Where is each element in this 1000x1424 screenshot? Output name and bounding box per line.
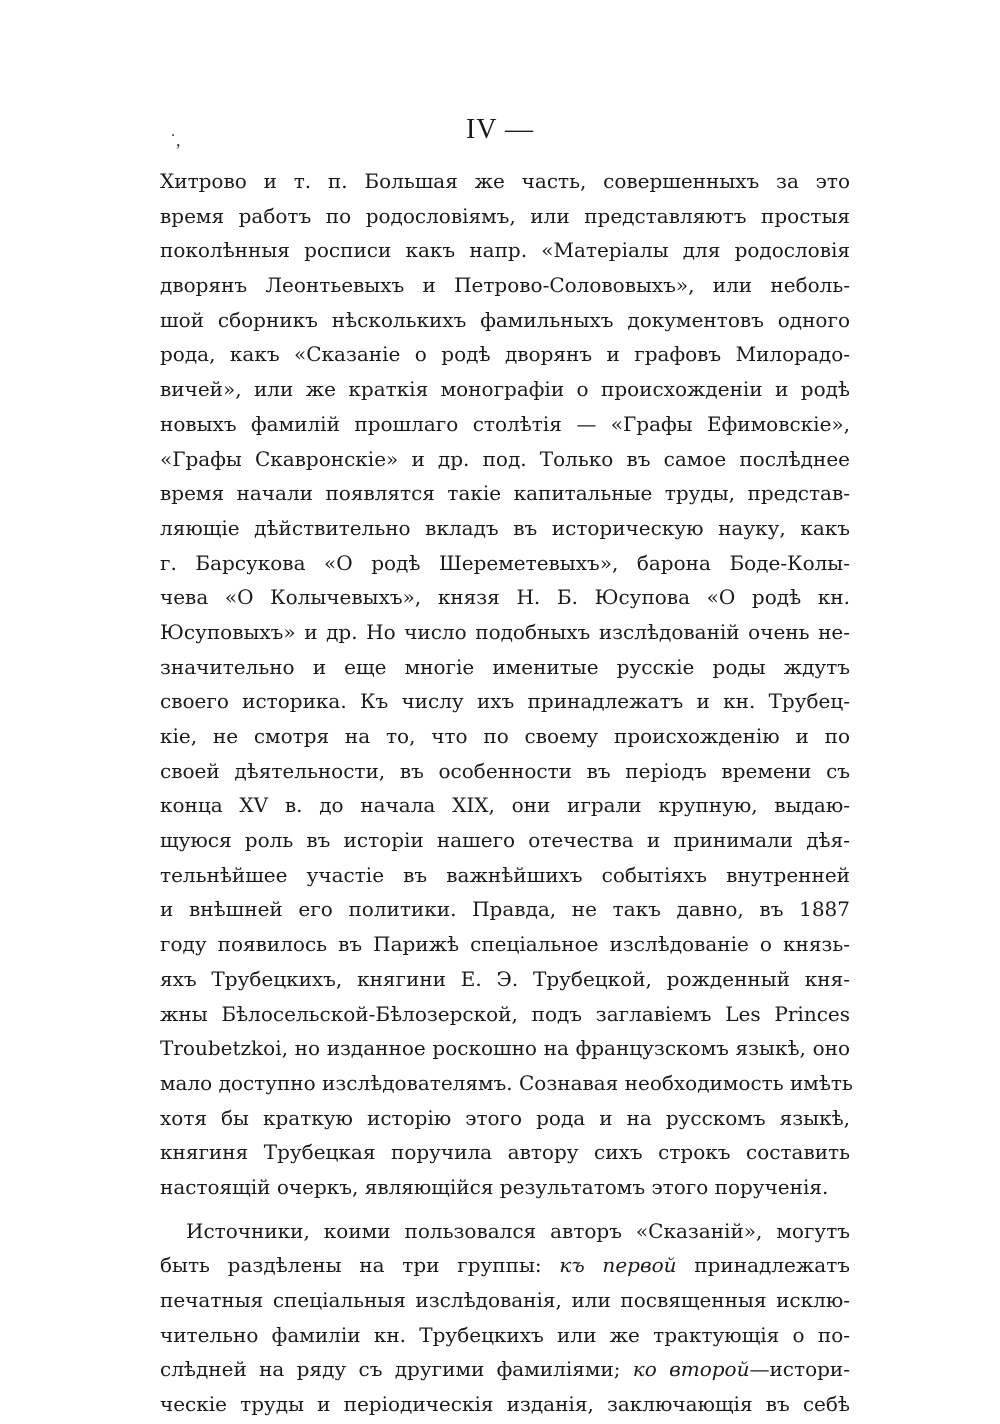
text-run: ческіе труды и періодическія изданія, заключающія въ себѣ — [160, 1392, 850, 1417]
text-line — [160, 268, 850, 303]
text-line — [160, 407, 850, 442]
text-run: значительно и еще многіе именитые русскіе роды ждутъ — [160, 654, 850, 679]
text-run: слѣдней на ряду съ другими фамиліями; — [160, 1357, 633, 1382]
text-line — [160, 372, 850, 407]
text-line — [160, 858, 850, 893]
body-text — [160, 164, 853, 1422]
text-run: Хитрово и т. п. Большая же часть, совершенныхъ за это — [160, 169, 850, 193]
page-number: IV — — [465, 114, 535, 145]
text-run: ляющіе дѣйствительно вкладъ въ историческую науку, какъ — [160, 515, 850, 540]
text-run: рода, какъ «Сказаніе о родѣ дворянъ и графовъ Милорадо- — [160, 342, 850, 367]
text-run: тельнѣйшее участіе въ важнѣйшихъ событіяхъ внутренней — [160, 862, 850, 887]
text-line — [160, 615, 850, 650]
text-line — [160, 303, 850, 338]
text-run: и внѣшней его политики. Правда, не такъ давно, въ 1887 — [160, 897, 850, 922]
text-line — [160, 684, 850, 719]
text-line — [160, 1283, 850, 1318]
corner-mark: ˙, — [170, 130, 181, 150]
text-run: принадлежатъ — [676, 1253, 850, 1278]
text-run: настоящій очеркъ, являющійся результатомъ этого порученія. — [160, 1174, 829, 1199]
text-run: чева «О Колычевыхъ», князя Н. Б. Юсупова «О родѣ кн. — [160, 585, 850, 610]
text-line — [160, 1170, 850, 1205]
text-run: —истори- — [749, 1357, 850, 1382]
text-run: быть раздѣлены на три группы: — [160, 1253, 560, 1278]
text-line — [160, 1214, 850, 1249]
text-run: яхъ Трубецкихъ, княгини Е. Э. Трубецкой, рожденный кня- — [160, 966, 850, 991]
text-run: своего историка. Къ числу ихъ принадлежатъ и кн. Трубец- — [160, 689, 850, 714]
text-line — [160, 1248, 850, 1283]
emphasized-text: къ первой — [559, 1253, 677, 1278]
text-run: Юсуповыхъ» и др. Но число подобныхъ изслѣдованій очень не- — [160, 619, 850, 644]
emphasized-text: ко второй — [632, 1357, 750, 1382]
text-line — [160, 511, 850, 546]
text-line — [160, 580, 850, 615]
text-run: Troubetzkoi, но изданное роскошно на французскомъ языкѣ, оно — [160, 1036, 850, 1061]
text-line — [160, 442, 850, 477]
text-run: время работъ по родословіямъ, или представляютъ простыя — [160, 203, 850, 228]
text-run: щуюся роль въ исторіи нашего отечества и принимали дѣя- — [160, 828, 850, 853]
text-line — [160, 927, 850, 962]
text-run: хотя бы краткую исторію этого рода и на русскомъ языкѣ, — [160, 1105, 850, 1130]
text-line — [160, 337, 850, 372]
text-line — [160, 1387, 850, 1422]
text-line — [160, 233, 850, 268]
text-run: «Графы Скавронскіе» и др. под. Только въ самое послѣднее — [160, 446, 850, 471]
text-run: мало доступно изслѣдователямъ. Сознавая необходимость имѣть — [160, 1070, 853, 1095]
text-run: своей дѣятельности, въ особенности въ періодъ времени съ — [160, 758, 850, 783]
text-line — [160, 1352, 850, 1387]
text-run: поколѣнныя росписи какъ напр. «Матеріалы для родословія — [160, 238, 850, 263]
text-run: чительно фамиліи кн. Трубецкихъ или же трактующія о по- — [160, 1322, 850, 1347]
text-run: году появилось въ Парижѣ спеціальное изслѣдованіе о князь- — [160, 932, 850, 957]
text-run: кіе, не смотря на то, что по своему происхожденію и по — [160, 724, 850, 748]
text-run: печатныя спеціальныя изслѣдованія, или посвященныя исклю- — [160, 1288, 850, 1312]
text-run: княгиня Трубецкая поручила автору сихъ строкъ составить — [160, 1140, 850, 1165]
text-run: шой сборникъ нѣсколькихъ фамильныхъ документовъ одного — [160, 307, 850, 332]
text-line — [160, 650, 850, 685]
text-run: жны Бѣлосельской-Бѣлозерской, подъ заглавіемъ Les Princes — [160, 1001, 850, 1026]
text-run: новыхъ фамилій прошлаго столѣтія — «Графы Ефимовскіе», — [160, 411, 850, 436]
text-line — [160, 823, 850, 858]
text-line — [160, 199, 850, 234]
text-line — [160, 719, 850, 754]
text-line — [160, 1066, 853, 1101]
text-line — [160, 546, 850, 581]
text-run: дворянъ Леонтьевыхъ и Петрово-Солововыхъ», или неболь- — [160, 273, 850, 298]
text-line — [160, 754, 850, 789]
text-line — [160, 1031, 850, 1066]
text-line — [160, 788, 850, 823]
text-run: г. Барсукова «О родѣ Шереметевыхъ», барона Боде-Колы- — [160, 550, 850, 575]
text-line — [160, 1318, 850, 1353]
text-run: вичей», или же краткія монографіи о происхожденіи и родѣ — [160, 377, 850, 402]
text-line — [160, 962, 850, 997]
text-line — [160, 164, 850, 199]
text-line — [160, 892, 850, 927]
text-run: конца XV в. до начала XIX, они играли крупную, выдаю- — [160, 793, 850, 818]
text-line — [160, 1135, 850, 1170]
text-run: Источники, коими пользовался авторъ «Сказаній», могутъ — [186, 1218, 850, 1243]
text-line — [160, 1101, 850, 1136]
text-run: время начали появлятся такіе капитальные труды, представ- — [160, 481, 850, 506]
text-line — [160, 476, 850, 511]
text-line — [160, 997, 850, 1032]
